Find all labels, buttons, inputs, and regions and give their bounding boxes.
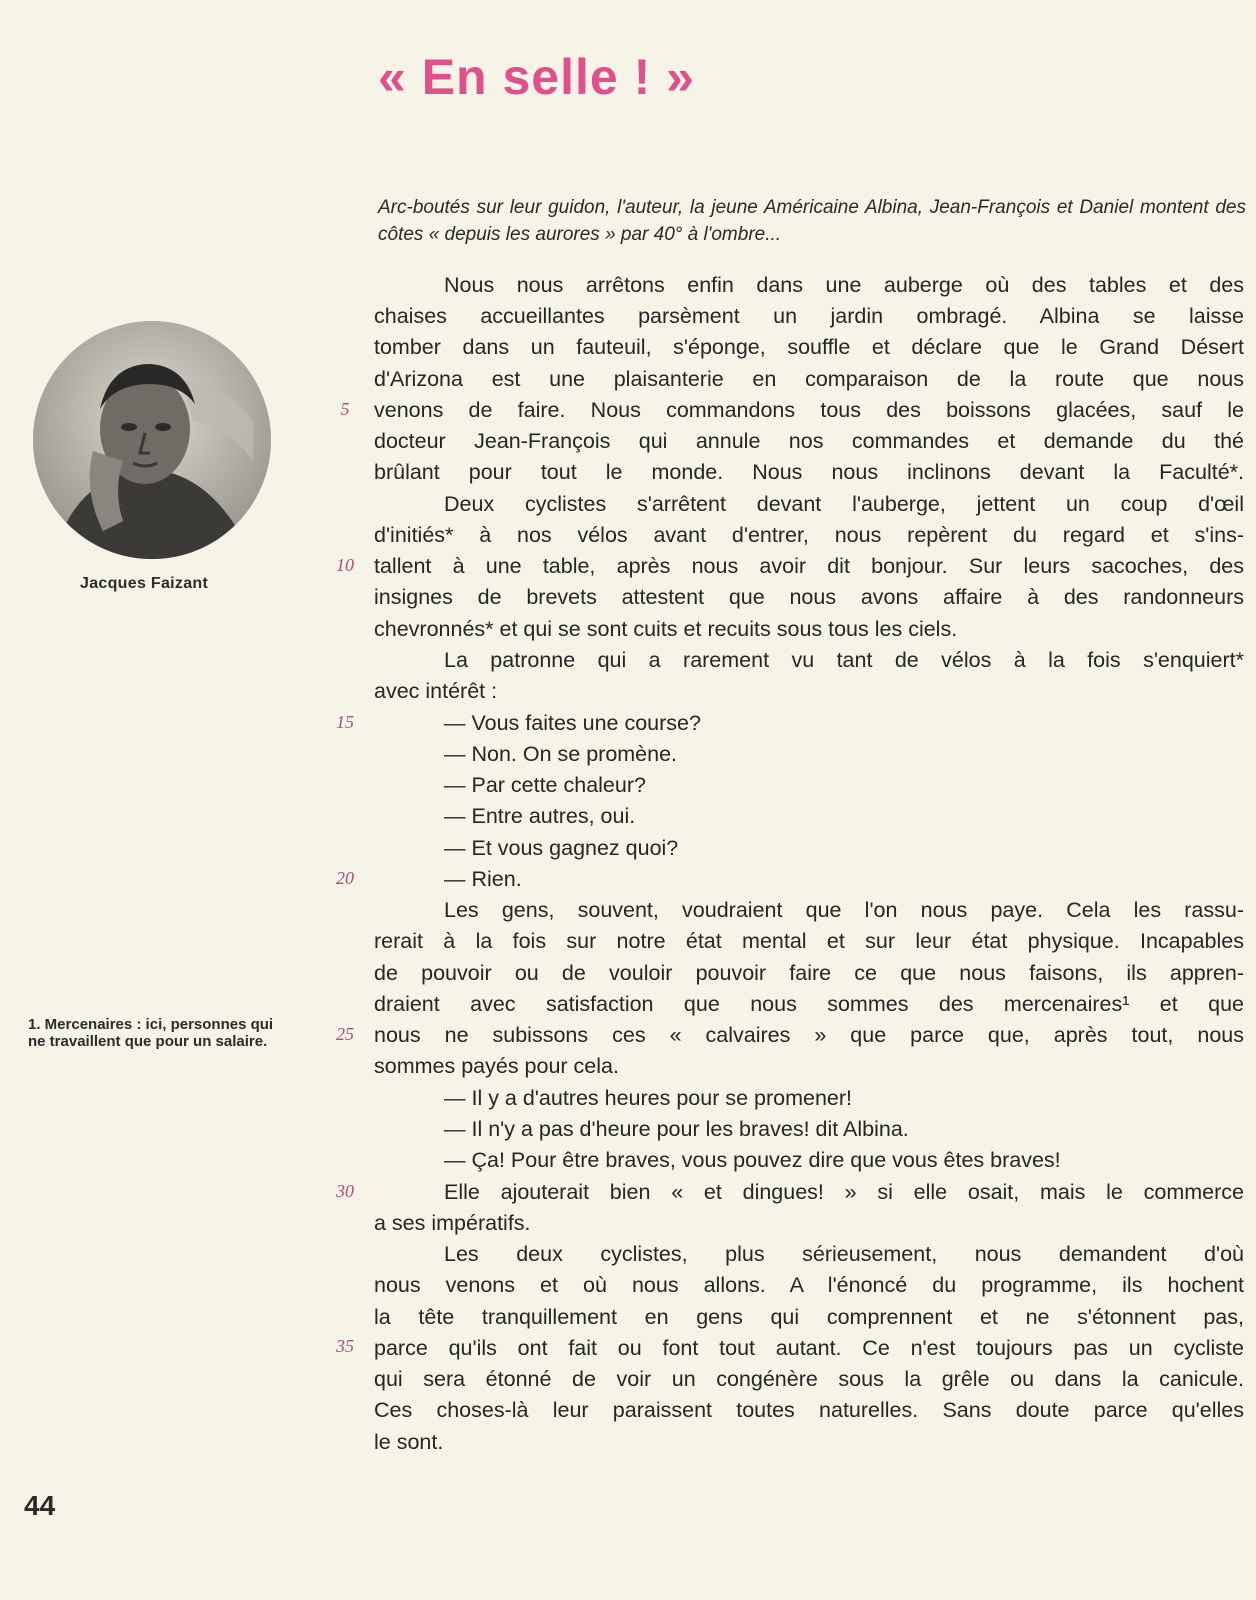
text-line: brûlant pour tout le monde. Nous nous inclinons devant la Faculté*. (374, 460, 1244, 484)
text-line: tomber dans un fauteuil, s'éponge, souffle et déclare que le Grand Désert (374, 335, 1244, 359)
text-line: de pouvoir ou de vouloir pouvoir faire ce que nous faisons, ils appren- (374, 961, 1244, 985)
dialogue-line: — Vous faites une course? (444, 711, 701, 735)
text-line: nous ne subissons ces « calvaires » que parce que, après tout, nous (374, 1023, 1244, 1047)
text-line: Deux cyclistes s'arrêtent devant l'auberge, jettent un coup d'œil (444, 492, 1244, 516)
text-line: docteur Jean-François qui annule nos commandes et demande du thé (374, 429, 1244, 453)
dialogue-line: — Non. On se promène. (444, 742, 678, 766)
line-number: 10 (336, 555, 354, 575)
line-number: 35 (336, 1336, 354, 1356)
text-line: d'initiés* à nos vélos avant d'entrer, nous repèrent du regard et s'ins- (374, 523, 1244, 547)
text-line: tallent à une table, après nous avoir dit bonjour. Sur leurs sacoches, des (374, 554, 1244, 578)
text-line: avec intérêt : (374, 679, 498, 703)
text-line: d'Arizona est une plaisanterie en comparaison de la route que nous (374, 367, 1244, 391)
text-line: la tête tranquillement en gens qui comprennent et ne s'étonnent pas, (374, 1305, 1244, 1329)
dialogue-line: — Ça! Pour être braves, vous pouvez dire que vous êtes braves! (444, 1148, 1061, 1172)
text-line: chaises accueillantes parsèment un jardin ombragé. Albina se laisse (374, 304, 1244, 328)
text-line: sommes payés pour cela. (374, 1054, 619, 1078)
text-line: a ses impératifs. (374, 1211, 531, 1235)
line-number: 15 (336, 712, 354, 732)
intro-text: Arc-boutés sur leur guidon, l'auteur, la jeune Américaine Albina, Jean-François et Daniel montent des côtes « depuis les aurores » par 40° à l'ombre... (378, 197, 1246, 245)
text-line: le sont. (374, 1430, 444, 1454)
page-title: « En selle ! » (378, 49, 695, 105)
text-line: Les gens, souvent, voudraient que l'on nous paye. Cela les rassu- (444, 898, 1244, 922)
line-number: 5 (340, 399, 350, 419)
footnote: 1. Mercenaires : ici, personnes qui ne travaillent que pour un salaire. (28, 1016, 274, 1050)
dialogue-line: — Il n'y a pas d'heure pour les braves! dit Albina. (444, 1117, 909, 1141)
text-line: venons de faire. Nous commandons tous des boissons glacées, sauf le (374, 398, 1244, 422)
text-line: Ces choses-là leur paraissent toutes naturelles. Sans doute parce qu'elles (374, 1398, 1244, 1422)
text-line: rerait à la fois sur notre état mental et sur leur état physique. Incapables (374, 929, 1244, 953)
line-number: 30 (336, 1181, 354, 1201)
line-number: 25 (336, 1024, 354, 1044)
text-line: La patronne qui a rarement vu tant de vélos à la fois s'enquiert* (444, 648, 1244, 672)
text-line: qui sera étonné de voir un congénère sous la grêle ou dans la canicule. (374, 1367, 1244, 1391)
line-number: 20 (336, 868, 354, 888)
text-line: chevronnés* et qui se sont cuits et recuits sous tous les ciels. (374, 617, 958, 641)
text-line: draient avec satisfaction que nous sommes des mercenaires¹ et que (374, 992, 1244, 1016)
text-line: nous venons et où nous allons. A l'énoncé du programme, ils hochent (374, 1273, 1244, 1297)
text-line: Nous nous arrêtons enfin dans une auberge où des tables et des (444, 273, 1244, 297)
text-line: Elle ajouterait bien « et dingues! » si elle osait, mais le commerce (444, 1180, 1244, 1204)
photo-caption: Jacques Faizant (80, 575, 209, 592)
dialogue-line: — Il y a d'autres heures pour se promener! (444, 1086, 853, 1110)
page-number: 44 (24, 1490, 56, 1521)
text-line: insignes de brevets attestent que nous avons affaire à des randonneurs (374, 585, 1244, 609)
dialogue-line: — Et vous gagnez quoi? (444, 836, 679, 860)
text-line: Les deux cyclistes, plus sérieusement, nous demandent d'où (444, 1242, 1244, 1266)
dialogue-line: — Rien. (444, 867, 522, 891)
dialogue-line: — Entre autres, oui. (444, 804, 636, 828)
author-photo (33, 321, 271, 559)
text-line: parce qu'ils ont fait ou font tout autant. Ce n'est toujours pas un cycliste (374, 1336, 1244, 1360)
dialogue-line: — Par cette chaleur? (444, 773, 646, 797)
